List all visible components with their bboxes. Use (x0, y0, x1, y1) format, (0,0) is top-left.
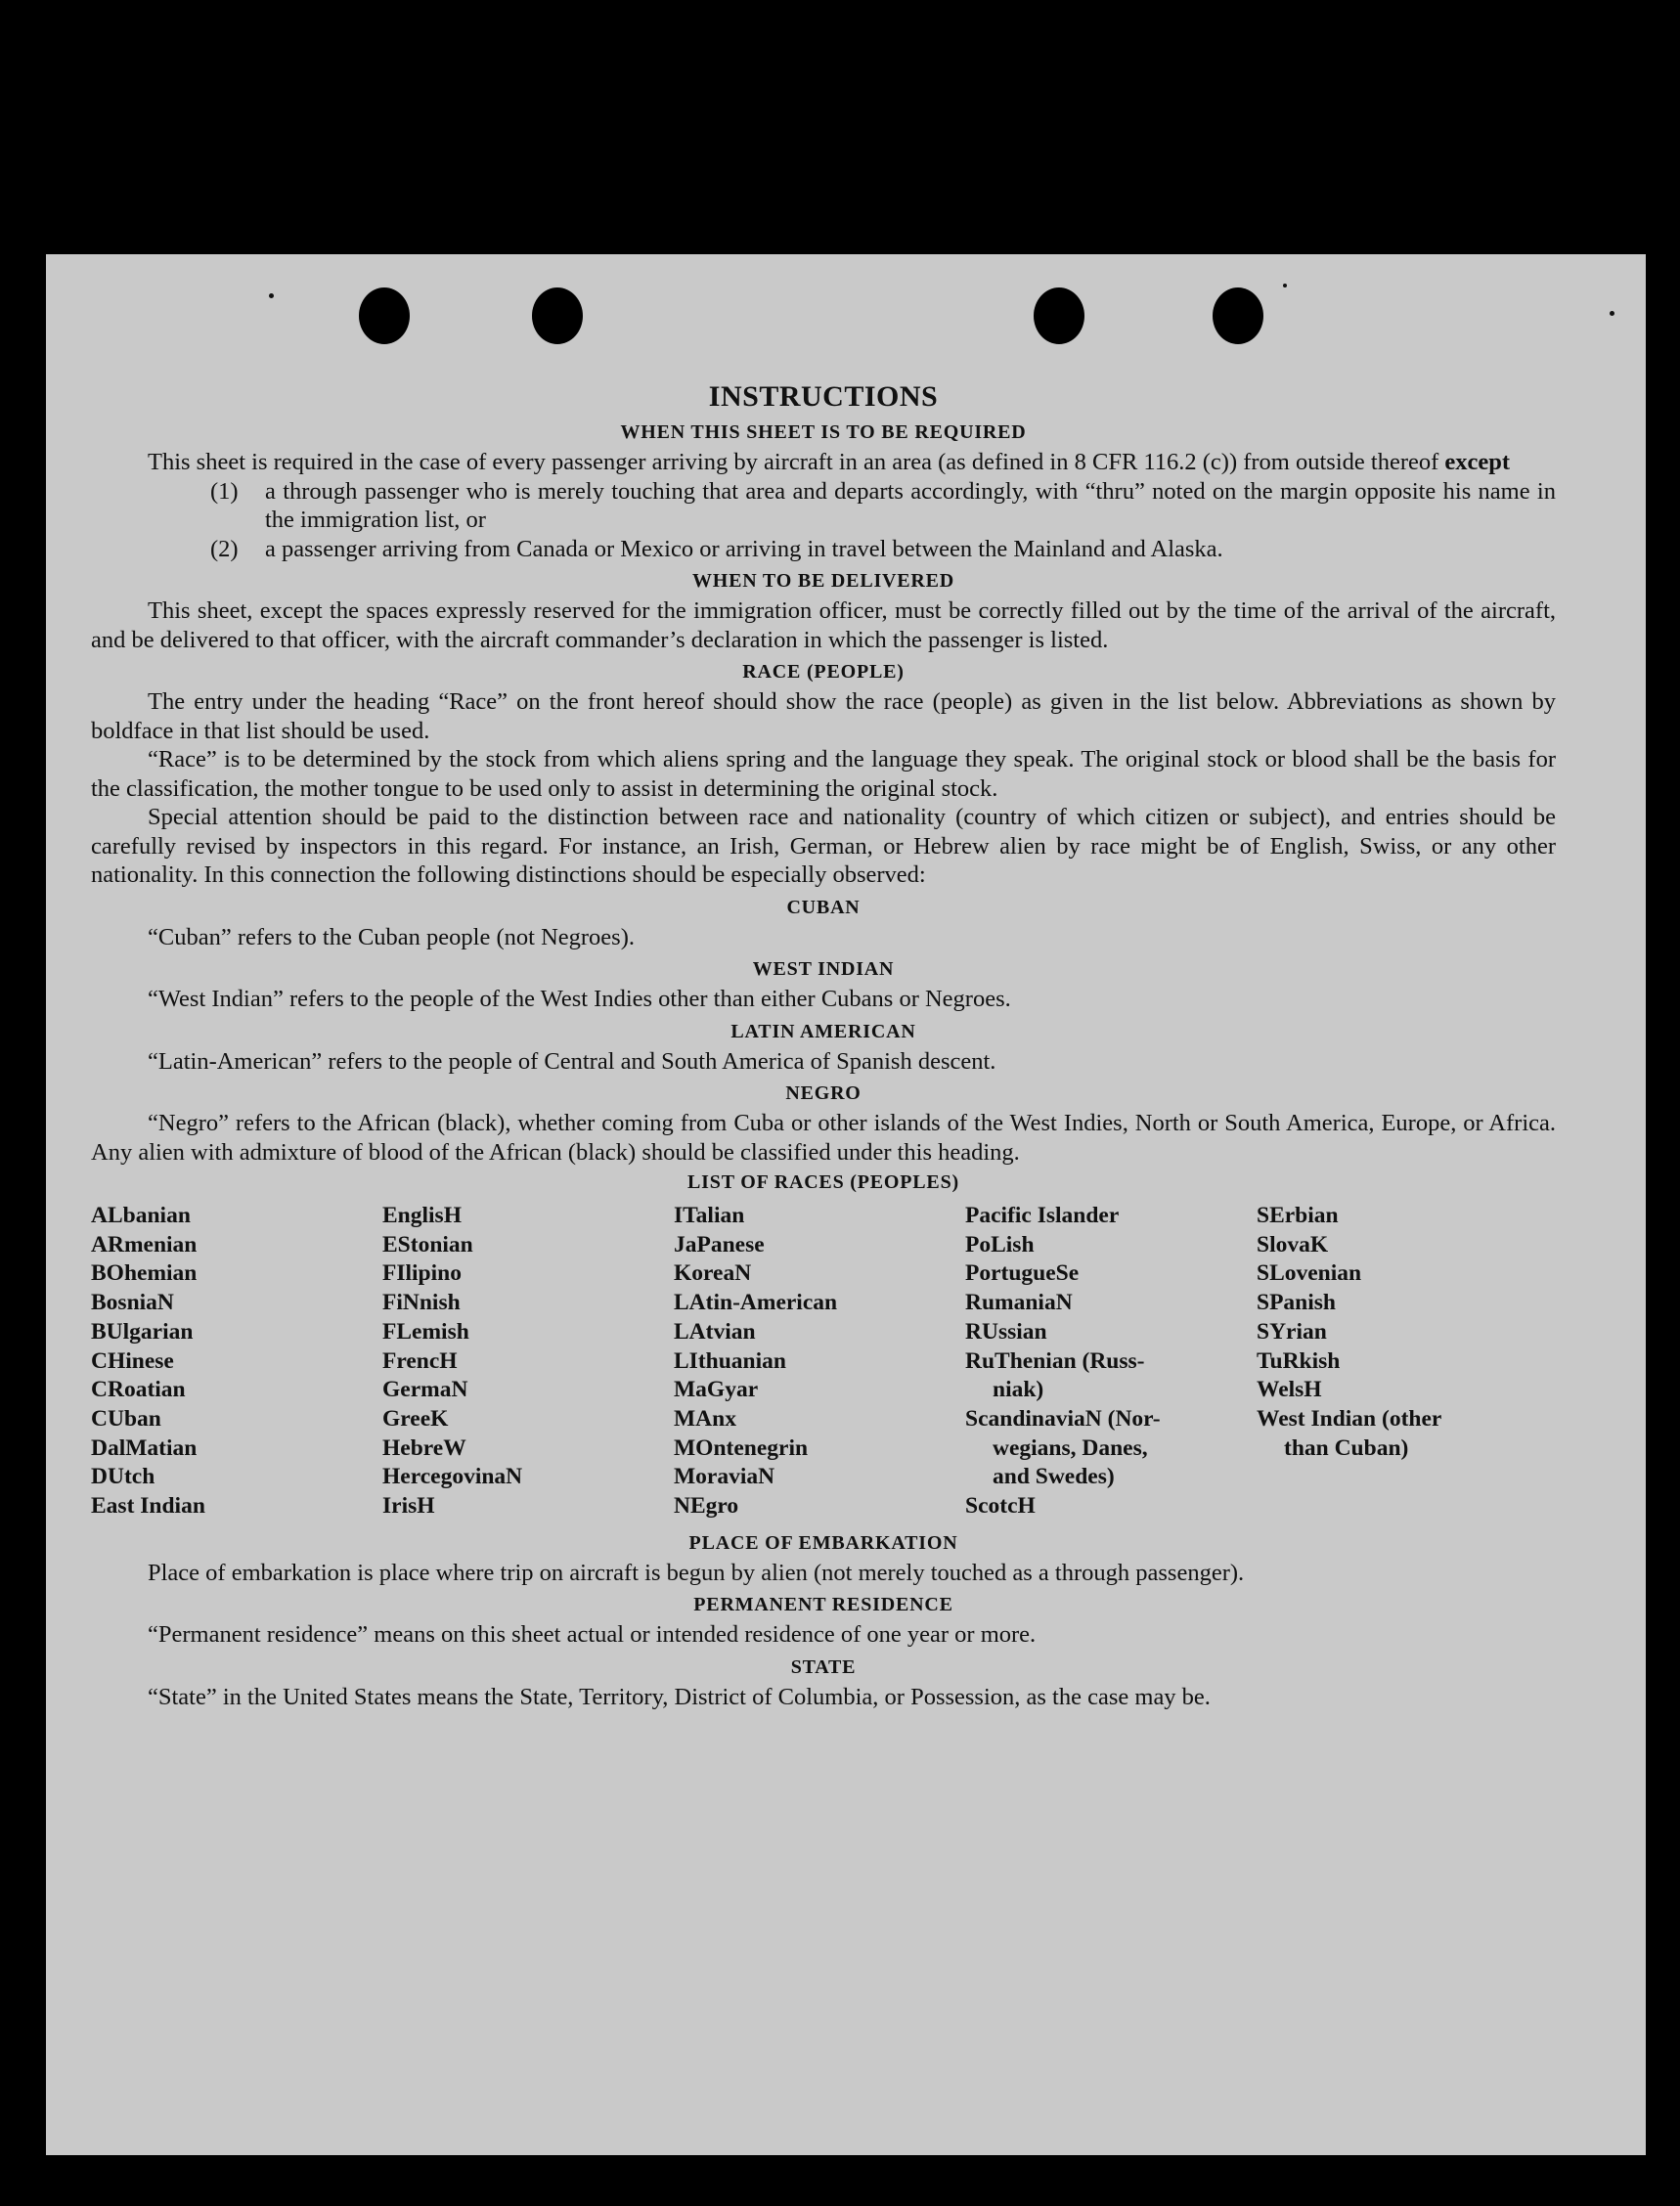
section-heading: RACE (PEOPLE) (742, 661, 905, 683)
race-entry: MaGyar (674, 1377, 759, 1403)
section-heading: CUBAN (786, 896, 861, 918)
race-entry: ARmenian (91, 1231, 198, 1257)
list-item: (1) a through passenger who is merely touching that area and departs accordingly, with “thru” noted on the margin opposite his name in the immigration list, or (210, 477, 1556, 533)
section-heading: LIST OF RACES (PEOPLES) (687, 1171, 959, 1193)
race-entry: HercegovinaN (382, 1464, 523, 1490)
races-column (91, 1202, 382, 1522)
section-heading: PERMANENT RESIDENCE (693, 1594, 953, 1616)
list-item: (2) a passenger arriving from Canada or Mexico or arriving in travel between the Mainland and Alaska. (210, 535, 1223, 562)
race-entry: RuThenian (Russ- (965, 1347, 1145, 1374)
paragraph: “Race” is to be determined by the stock from which aliens spring and the language they speak. The original stock or blood shall be the basis for the classification, the mother tongue to be used only to assist in determining the original stock. (91, 746, 1556, 802)
race-entry: CRoatian (91, 1377, 186, 1403)
speck (269, 293, 274, 298)
paragraph: “Latin-American” refers to the people of Central and South America of Spanish descent. (148, 1047, 996, 1075)
race-entry: ScandinaviaN (Nor- (965, 1405, 1161, 1432)
punch-hole (1034, 287, 1084, 344)
section-heading: WEST INDIAN (752, 958, 895, 980)
race-entry: niak) (993, 1377, 1044, 1403)
race-entry: RUssian (965, 1318, 1047, 1345)
punch-hole (532, 287, 583, 344)
race-entry: TuRkish (1257, 1347, 1341, 1374)
race-entry: SErbian (1257, 1203, 1339, 1228)
race-entry: West Indian (other (1257, 1405, 1442, 1432)
race-entry: PoLish (965, 1231, 1035, 1257)
paragraph: “Permanent residence” means on this sheet actual or intended residence of one year or more. (148, 1621, 1037, 1649)
paragraph: This sheet, except the spaces expressly reserved for the immigration officer, must be correctly filled out by the time of the arrival of the aircraft, and be delivered to that officer, with the aircraft commander’s declaration in which the passenger is listed. (91, 597, 1556, 653)
race-entry: FLemish (382, 1318, 469, 1345)
section-heading: WHEN TO BE DELIVERED (691, 570, 955, 592)
race-entry: CUban (91, 1405, 161, 1432)
race-entry: FiNnish (382, 1290, 461, 1316)
document-sheet (46, 254, 1646, 2155)
speck (1283, 284, 1287, 287)
race-entry: FrencH (382, 1347, 458, 1374)
race-entry: SLovenian (1257, 1260, 1362, 1287)
paragraph: “West Indian” refers to the people of the West Indies other than either Cubans or Negroes. (148, 986, 1011, 1012)
race-entry: than Cuban) (1284, 1434, 1409, 1461)
race-entry: East Indian (91, 1493, 205, 1520)
instructions-content (91, 379, 1556, 1711)
races-list (91, 1202, 1556, 1522)
race-entry: Pacific Islander (965, 1203, 1120, 1228)
section-heading: LATIN AMERICAN (730, 1020, 916, 1042)
speck (1610, 311, 1614, 316)
race-entry: DalMatian (91, 1434, 198, 1461)
section-heading: PLACE OF EMBARKATION (688, 1531, 958, 1554)
race-entry: HebreW (382, 1434, 466, 1461)
paragraph: “Cuban” refers to the Cuban people (not Negroes). (148, 923, 635, 950)
paragraph: Special attention should be paid to the distinction between race and nationality (country of which citizen or subject), and entries should be carefully revised by inspectors in this regard. For instance, an Irish, German, or Hebrew alien by race might be of English, Swiss, or any other nationality. In this connection the following distinctions should be especially observed: (91, 804, 1556, 888)
race-entry: MOntenegrin (674, 1434, 809, 1461)
race-entry: CHinese (91, 1347, 174, 1374)
race-entry: BosniaN (91, 1290, 174, 1316)
race-entry: FIlipino (382, 1260, 462, 1287)
race-entry: MoraviaN (674, 1464, 775, 1490)
race-entry: BOhemian (91, 1260, 198, 1287)
race-entry: SlovaK (1257, 1231, 1329, 1257)
paragraph: The entry under the heading “Race” on the front hereof should show the race (people) as given in the list below. Abbreviations as shown by boldface in that list should be used. (91, 688, 1556, 744)
race-entry: LAtvian (674, 1318, 756, 1345)
race-entry: GreeK (382, 1405, 449, 1432)
race-entry: IrisH (382, 1493, 435, 1520)
section-heading: STATE (790, 1655, 857, 1678)
race-entry: ALbanian (91, 1203, 191, 1228)
races-column (674, 1202, 965, 1522)
race-entry: WelsH (1257, 1377, 1322, 1403)
punch-hole (359, 287, 410, 344)
punch-hole (1213, 287, 1263, 344)
race-entry: ITalian (674, 1203, 745, 1228)
section-heading: NEGRO (785, 1082, 862, 1104)
races-column (1257, 1202, 1556, 1522)
race-entry: JaPanese (674, 1231, 765, 1257)
race-entry: SYrian (1257, 1318, 1327, 1345)
race-entry: and Swedes) (993, 1464, 1115, 1490)
race-entry: ScotcH (965, 1493, 1036, 1520)
race-entry: BUlgarian (91, 1318, 194, 1345)
races-column (382, 1202, 674, 1522)
race-entry: EnglisH (382, 1203, 462, 1228)
race-entry: EStonian (382, 1231, 473, 1257)
page-title: INSTRUCTIONS (708, 380, 939, 413)
race-entry: LIthuanian (674, 1347, 786, 1374)
race-entry: PortugueSe (965, 1260, 1080, 1287)
paragraph: Place of embarkation is place where trip on aircraft is begun by alien (not merely touched as a through passenger). (148, 1559, 1245, 1586)
race-entry: RumaniaN (965, 1290, 1073, 1316)
race-entry: NEgro (674, 1493, 739, 1520)
race-entry: DUtch (91, 1464, 155, 1490)
paragraph: “State” in the United States means the State, Territory, District of Columbia, or Possession, as the case may be. (148, 1683, 1211, 1710)
race-entry: KoreaN (674, 1260, 752, 1287)
race-entry: wegians, Danes, (993, 1434, 1148, 1461)
races-column (965, 1202, 1257, 1522)
race-entry: GermaN (382, 1377, 468, 1403)
race-entry: LAtin-American (674, 1290, 838, 1316)
race-entry: MAnx (674, 1405, 736, 1432)
race-entry: SPanish (1257, 1290, 1336, 1316)
paragraph: “Negro” refers to the African (black), whether coming from Cuba or other islands of the West Indies, North or South America, Europe, or Africa. Any alien with admixture of blood of the African (black) should be classified under this heading. (91, 1110, 1556, 1166)
paragraph: This sheet is required in the case of every passenger arriving by aircraft in an area (as defined in 8 CFR 116.2 (c)) from outside thereof except (148, 449, 1511, 475)
section-heading: WHEN THIS SHEET IS TO BE REQUIRED (620, 421, 1027, 443)
